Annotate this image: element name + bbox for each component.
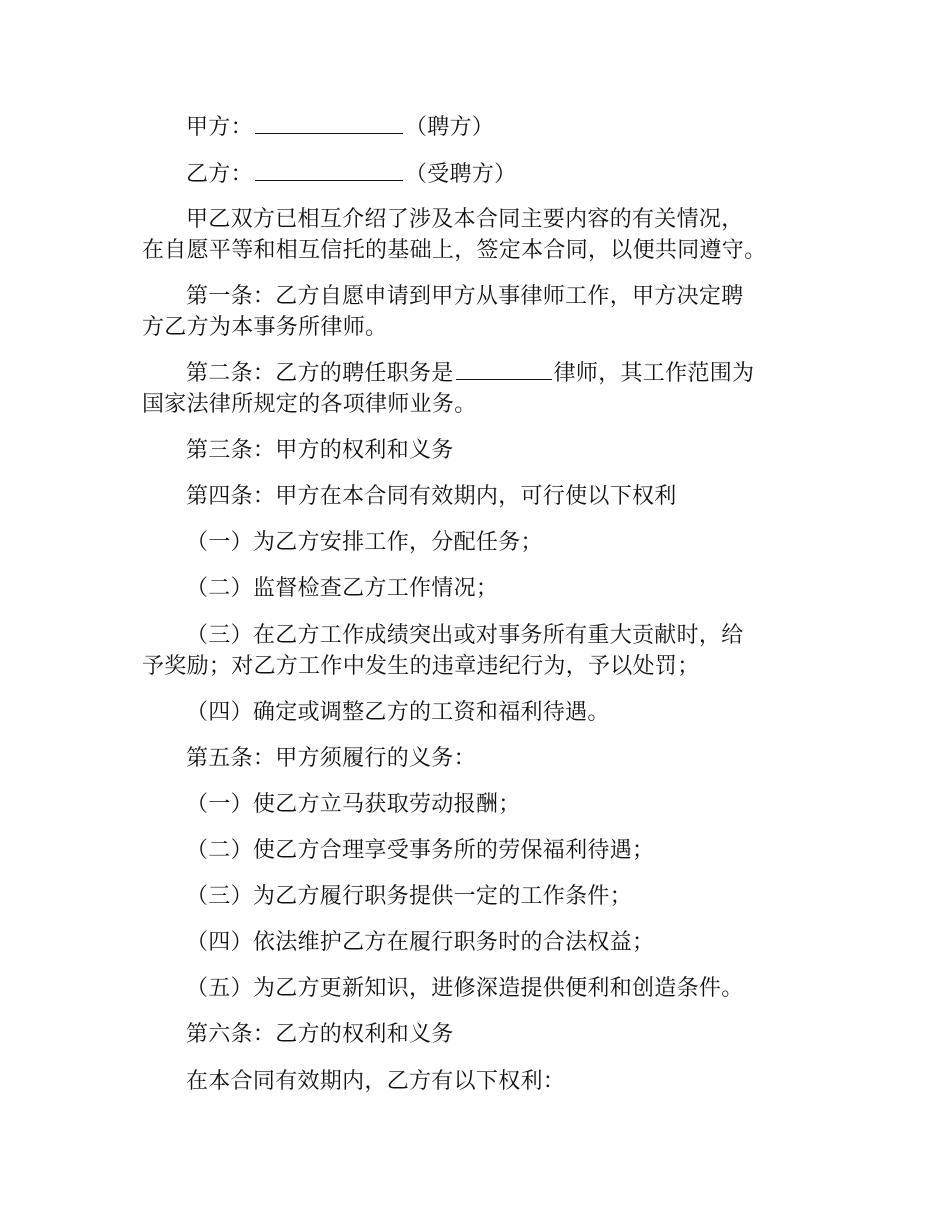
party-b-line: [142, 160, 886, 190]
article5-item-3: （三）为乙方履行职务提供一定的工作条件；: [186, 884, 633, 909]
article4-item-3: （三）在乙方工作成绩突出或对事务所有重大贡献时，给: [186, 623, 744, 648]
article1-line-1: 第一条：乙方自愿申请到甲方从事律师工作，甲方决定聘: [186, 284, 744, 309]
article4-item-3-cont: 予奖励；对乙方工作中发生的违章违纪行为，予以处罚；: [142, 654, 700, 679]
article3-title: 第三条：甲方的权利和义务: [186, 438, 454, 463]
article2-line-2: 国家法律所规定的各项律师业务。: [142, 392, 477, 417]
intro-line-1: 甲乙双方已相互介绍了涉及本合同主要内容的有关情况，: [186, 207, 744, 232]
article2-line-1: [142, 359, 886, 389]
party-b-blank: [255, 160, 403, 181]
article5-title: 第五条：甲方须履行的义务：: [186, 746, 476, 771]
party-b-suffix: （受聘方）: [404, 162, 517, 187]
article2-prefix: 第二条：乙方的聘任职务是: [186, 361, 454, 386]
article4-item-4: （四）确定或调整乙方的工资和福利待遇。: [186, 700, 610, 725]
article2-blank: [456, 359, 552, 380]
article5-item-5: （五）为乙方更新知识，进修深造提供便利和创造条件。: [186, 976, 744, 1001]
article6-line-1: 在本合同有效期内，乙方有以下权利：: [186, 1069, 566, 1094]
article4-item-1: （一）为乙方安排工作，分配任务；: [186, 530, 543, 555]
article1-line-2: 方乙方为本事务所律师。: [142, 315, 388, 340]
article5-item-2: （二）使乙方合理享受事务所的劳保福利待遇；: [186, 838, 655, 863]
article2-suffix: 律师，其工作范围为: [553, 361, 755, 386]
party-b-label: 乙方：: [186, 162, 253, 187]
article4-title: 第四条：甲方在本合同有效期内，可行使以下权利: [186, 484, 677, 509]
article6-title: 第六条：乙方的权利和义务: [186, 1022, 454, 1047]
article4-item-2: （二）监督检查乙方工作情况；: [186, 576, 499, 601]
party-a-suffix: （聘方）: [404, 115, 495, 140]
party-a-label: 甲方：: [186, 115, 253, 140]
party-a-blank: [255, 113, 403, 134]
party-a-line: [142, 113, 886, 143]
article5-item-1: （一）使乙方立马获取劳动报酬；: [186, 792, 521, 817]
article5-item-4: （四）依法维护乙方在履行职务时的合法权益；: [186, 930, 655, 955]
intro-line-2: 在自愿平等和相互信托的基础上，签定本合同，以便共同遵守。: [142, 238, 767, 263]
